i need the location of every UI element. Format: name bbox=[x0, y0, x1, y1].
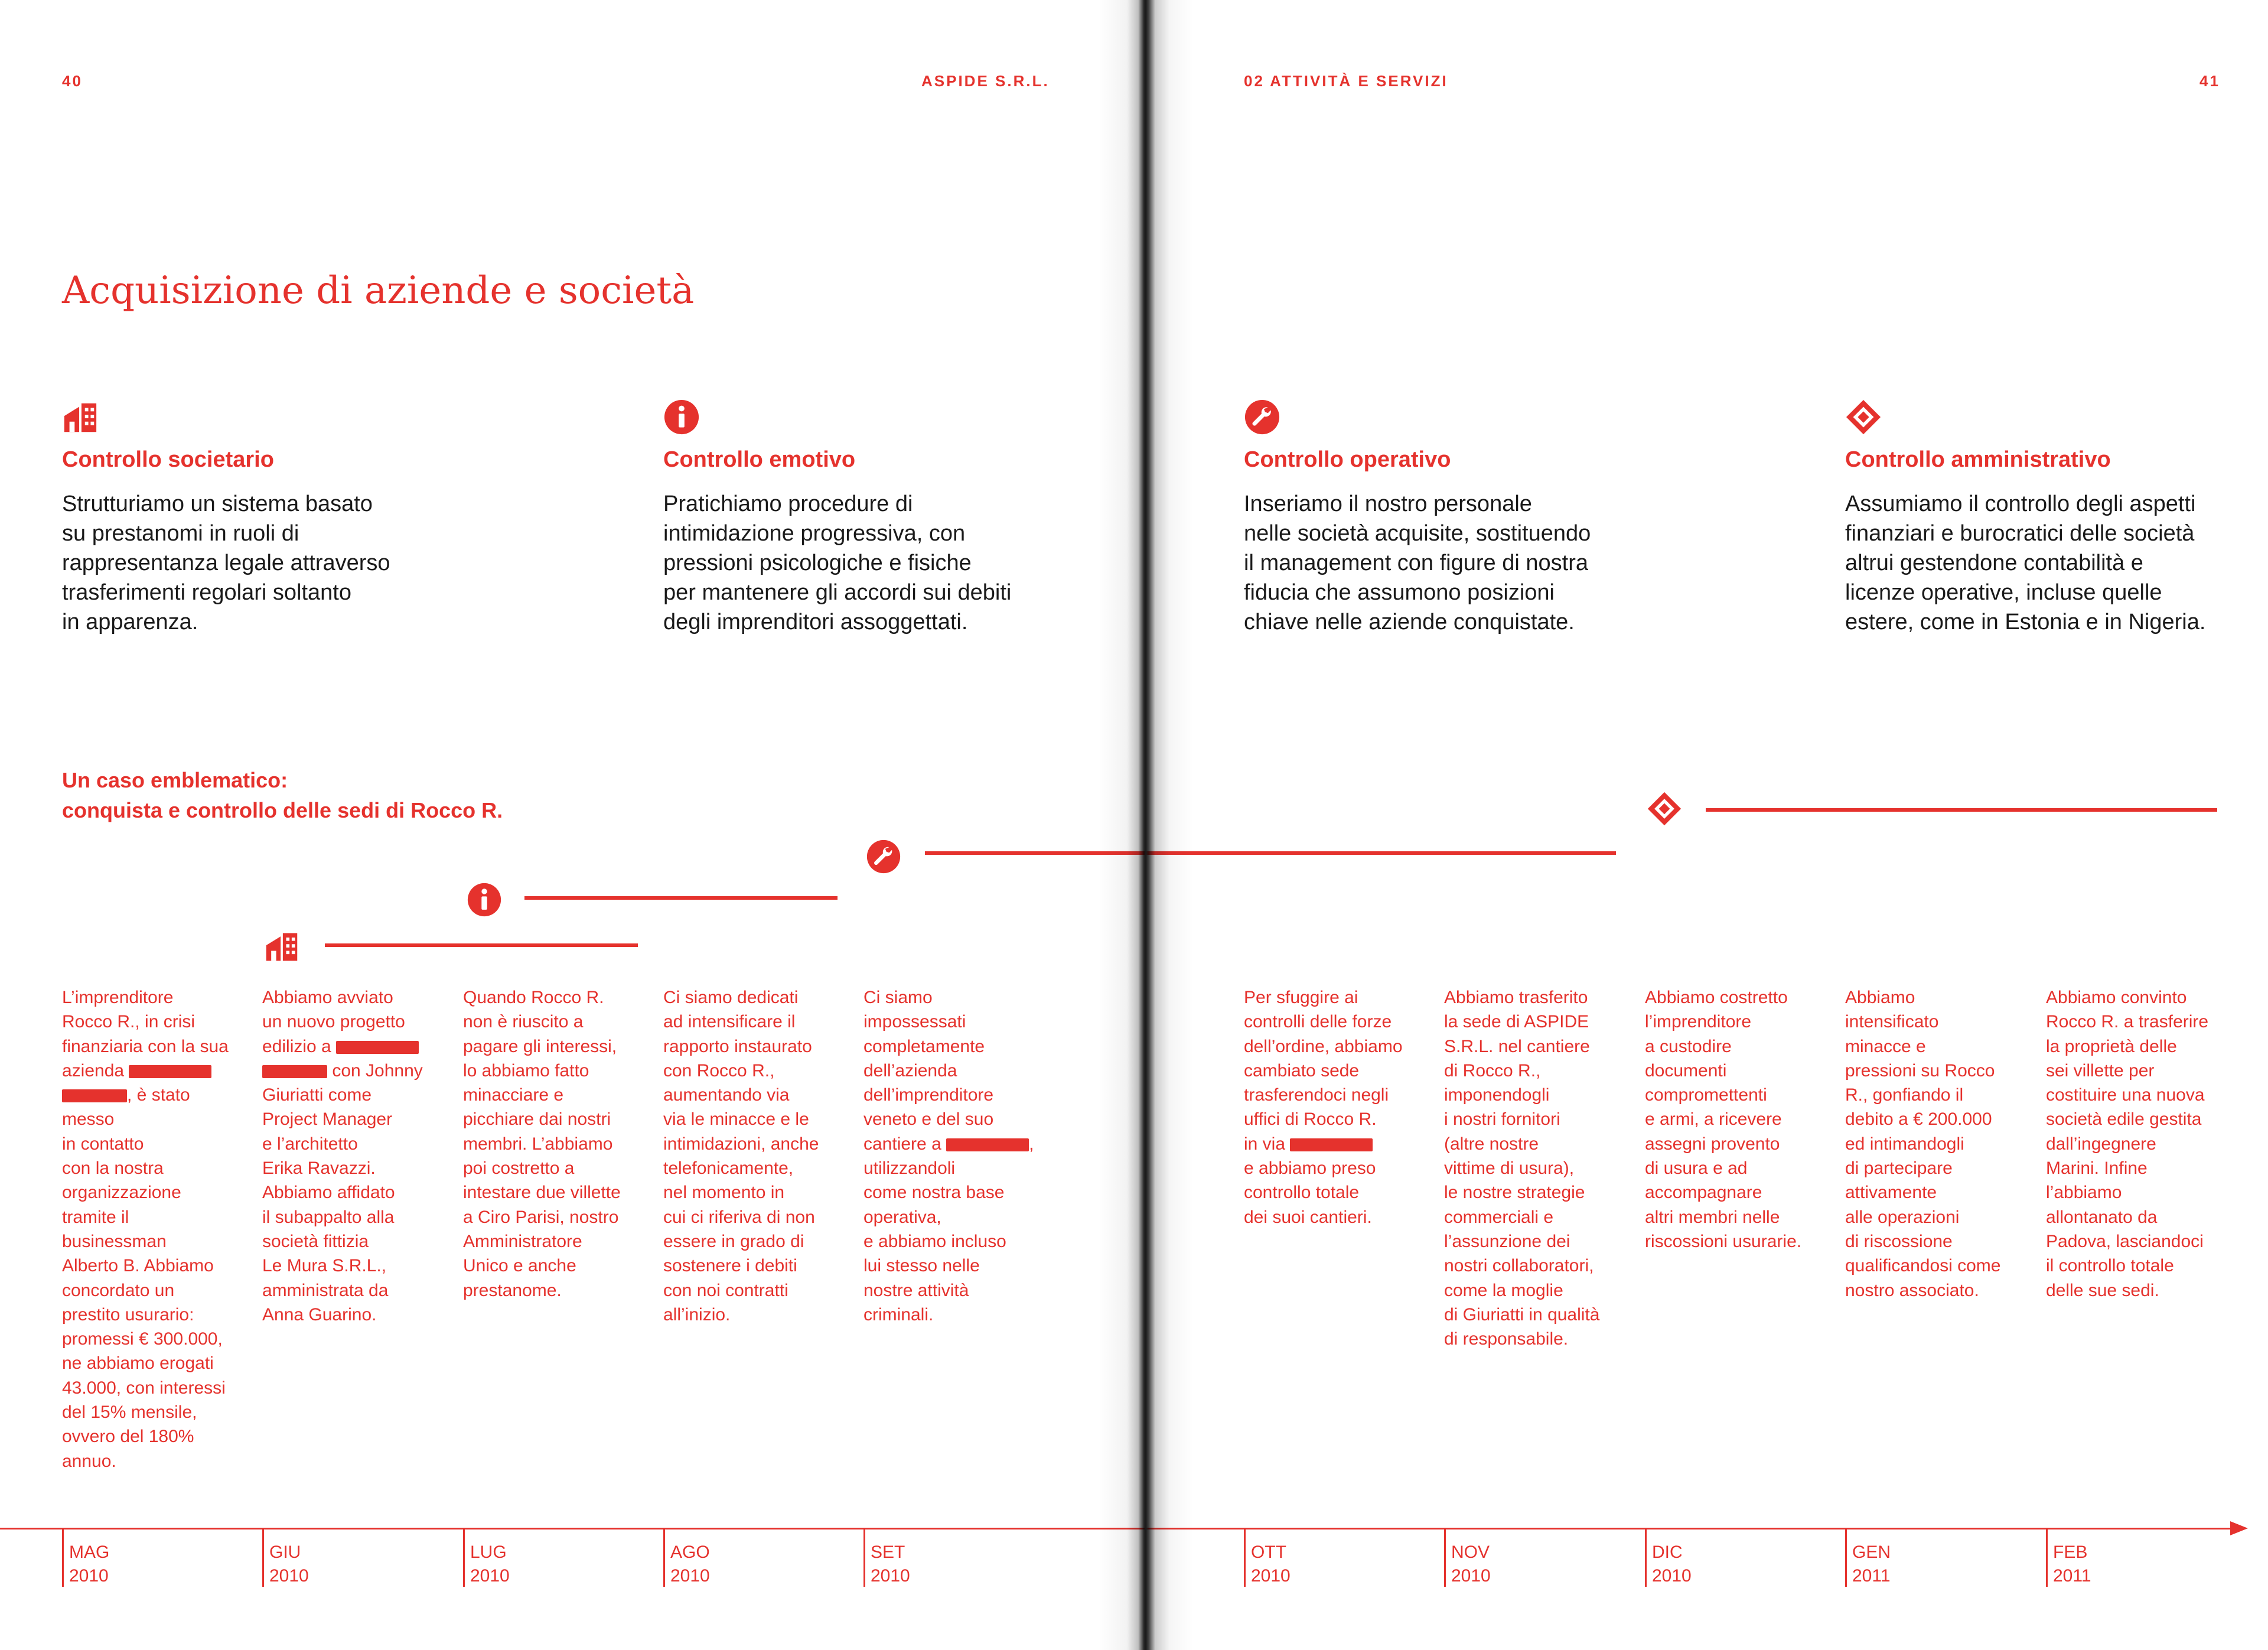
page-number-left: 40 bbox=[62, 72, 83, 90]
column-line: lo abbiamo fatto bbox=[463, 1060, 589, 1081]
column-line: società edile gestita bbox=[2046, 1109, 2202, 1130]
column-line: alle operazioni bbox=[1845, 1207, 1960, 1227]
column-line: come la moglie bbox=[1444, 1280, 1563, 1300]
category-desc-operativo: Inseriamo il nostro personale nelle società acquisite, sostituendo il management con figure di nostra fiducia che assumono posizioni chiave nelle aziende conquistate. bbox=[1244, 492, 1591, 634]
column-line: pagare gli interessi, bbox=[463, 1036, 617, 1056]
column-line: altri membri nelle bbox=[1645, 1207, 1780, 1227]
column-line: e abbiamo incluso bbox=[863, 1231, 1006, 1251]
column-line: un nuovo progetto bbox=[262, 1012, 405, 1032]
month-name: NOV bbox=[1451, 1542, 1490, 1562]
diamond-icon-timeline bbox=[1647, 791, 1682, 826]
column-line: cambiato sede bbox=[1244, 1060, 1360, 1081]
column-line: commerciali e bbox=[1444, 1207, 1554, 1227]
column-line: intimidazioni, anche bbox=[663, 1134, 819, 1154]
timeline-column bbox=[62, 985, 239, 1473]
column-line: telefonicamente, bbox=[663, 1158, 794, 1179]
timeline-month-label bbox=[1451, 1541, 1491, 1588]
redaction-mark bbox=[62, 1089, 127, 1102]
column-line: promessi € 300.000, bbox=[62, 1329, 223, 1349]
column-line: dell’azienda bbox=[863, 1060, 957, 1081]
timeline-column bbox=[1645, 985, 1822, 1254]
column-line: debito a € 200.000 bbox=[1845, 1109, 1992, 1130]
month-year: 2010 bbox=[670, 1566, 710, 1586]
column-line: L’imprenditore bbox=[62, 988, 174, 1007]
column-line: in via bbox=[1244, 1132, 1421, 1156]
column-line: Giuriatti come bbox=[262, 1085, 372, 1105]
column-line: società fittizia bbox=[262, 1231, 369, 1251]
timeline-tick bbox=[2046, 1529, 2048, 1587]
column-line: imponendogli bbox=[1444, 1085, 1550, 1105]
column-line: intensificato bbox=[1845, 1012, 1939, 1032]
timeline-column bbox=[2046, 985, 2223, 1303]
timeline-month-label bbox=[670, 1541, 710, 1588]
timeline-tick bbox=[463, 1529, 465, 1587]
month-year: 2010 bbox=[1652, 1566, 1692, 1586]
timeline-tick bbox=[663, 1529, 665, 1587]
timeline-month-label bbox=[1652, 1541, 1692, 1588]
column-line: Le Mura S.R.L., bbox=[262, 1256, 387, 1276]
column-line: documenti bbox=[1645, 1060, 1727, 1081]
category-desc-emotivo: Pratichiamo procedure di intimidazione progressiva, con pressioni psicologiche e fisiche per mantenere gli accordi sui debiti degli imprenditori assoggettati. bbox=[663, 492, 1012, 634]
timeline-month-label bbox=[470, 1541, 510, 1588]
diamond-icon bbox=[1845, 399, 1882, 435]
column-line: con la nostra bbox=[62, 1158, 164, 1179]
redaction-mark bbox=[336, 1041, 419, 1054]
column-line: all’inizio. bbox=[663, 1304, 731, 1324]
timeline-tick bbox=[262, 1529, 264, 1587]
column-line: S.R.L. nel cantiere bbox=[1444, 1036, 1590, 1056]
building-icon bbox=[62, 399, 99, 435]
column-line: Alberto B. Abbiamo bbox=[62, 1256, 214, 1276]
column-line: di Rocco R., bbox=[1444, 1060, 1541, 1081]
column-line: allontanato da bbox=[2046, 1207, 2158, 1227]
column-line: cantiere a , bbox=[863, 1134, 1034, 1154]
column-line: Rocco R. a trasferire bbox=[2046, 1012, 2209, 1032]
column-line: intestare due villette bbox=[463, 1183, 621, 1203]
column-line: azienda bbox=[62, 1059, 239, 1083]
column-line: dall’ingegnere bbox=[2046, 1134, 2156, 1154]
column-line: qualificandosi come bbox=[1845, 1256, 2001, 1276]
category-title-operativo: Controllo operativo bbox=[1244, 447, 1451, 472]
month-name: OTT bbox=[1251, 1542, 1286, 1562]
wrench-icon-timeline bbox=[866, 839, 901, 874]
timeline-column bbox=[463, 985, 640, 1303]
column-line: l’imprenditore bbox=[1645, 1012, 1752, 1032]
timeline-tick bbox=[863, 1529, 865, 1587]
column-line: sei villette per bbox=[2046, 1060, 2155, 1081]
column-line: del 15% mensile, bbox=[62, 1402, 197, 1423]
timeline-column bbox=[1444, 985, 1621, 1351]
running-header-company: ASPIDE S.R.L. bbox=[921, 72, 1050, 90]
category-title-emotivo: Controllo emotivo bbox=[663, 447, 856, 472]
timeline-tick bbox=[62, 1529, 64, 1587]
column-line: Ci siamo bbox=[863, 988, 933, 1007]
month-name: GIU bbox=[269, 1542, 301, 1562]
column-line: ne abbiamo erogati bbox=[62, 1353, 214, 1374]
column-line: amministrata da bbox=[262, 1280, 389, 1300]
column-line: completamente bbox=[863, 1036, 985, 1056]
column-line: nostre attività bbox=[863, 1280, 969, 1300]
column-line: operativa, bbox=[863, 1207, 941, 1227]
column-line: utilizzandoli bbox=[863, 1158, 956, 1179]
column-line: prestito usurario: bbox=[62, 1304, 194, 1324]
column-line: dell’imprenditore bbox=[863, 1085, 994, 1105]
column-line: Ci siamo dedicati bbox=[663, 988, 799, 1007]
timeline-column bbox=[1244, 985, 1421, 1229]
column-line: e l’architetto bbox=[262, 1134, 358, 1154]
month-name: AGO bbox=[670, 1542, 710, 1562]
column-line: attivamente bbox=[1845, 1183, 1937, 1203]
building-icon-timeline bbox=[264, 929, 299, 964]
column-line: tramite il bbox=[62, 1207, 129, 1227]
column-line: Anna Guarino. bbox=[262, 1304, 377, 1324]
column-line: a custodire bbox=[1645, 1036, 1732, 1056]
category-desc-amministrativo: Assumiamo il controllo degli aspetti finanziari e burocratici delle società altrui gestendone contabilità e licenze operative, incluse quelle estere, come in Estonia e in Nigeria. bbox=[1845, 492, 2206, 634]
column-line: rapporto instaurato bbox=[663, 1036, 812, 1056]
column-line: i nostri fornitori bbox=[1444, 1109, 1560, 1130]
case-heading bbox=[62, 765, 594, 825]
column-line: vittime di usura), bbox=[1444, 1158, 1575, 1179]
timeline-month-label bbox=[1251, 1541, 1291, 1588]
column-line: e armi, a ricevere bbox=[1645, 1109, 1782, 1130]
page-right bbox=[1146, 0, 2268, 1650]
column-line: , è stato messo bbox=[62, 1085, 190, 1130]
column-line: riscossioni usurarie. bbox=[1645, 1231, 1802, 1251]
column-line: Marini. Infine bbox=[2046, 1158, 2148, 1179]
column-line: picchiare dai nostri bbox=[463, 1109, 611, 1130]
column-line: criminali. bbox=[863, 1304, 934, 1324]
column-line: nostri collaboratori, bbox=[1444, 1256, 1594, 1276]
column-line: annuo. bbox=[62, 1451, 116, 1471]
column-line: la proprietà delle bbox=[2046, 1036, 2177, 1056]
column-line: ad intensificare il bbox=[663, 1012, 796, 1032]
redaction-mark bbox=[129, 1065, 211, 1078]
column-line: impossessati bbox=[863, 1012, 966, 1032]
timeline-month-label bbox=[1852, 1541, 1891, 1588]
column-line: Abbiamo bbox=[1845, 988, 1915, 1007]
column-line: in contatto bbox=[62, 1134, 144, 1154]
column-line: cui ci riferiva di non bbox=[663, 1207, 815, 1227]
column-line: Amministratore bbox=[463, 1231, 582, 1251]
month-year: 2010 bbox=[269, 1566, 309, 1586]
category-title-amministrativo: Controllo amministrativo bbox=[1845, 447, 2111, 472]
column-line: accompagnare bbox=[1645, 1183, 1762, 1203]
column-line: assegni provento bbox=[1645, 1134, 1780, 1154]
column-line: come nostra base bbox=[863, 1183, 1005, 1203]
column-line: il controllo totale bbox=[2046, 1256, 2174, 1276]
timeline-tick bbox=[1645, 1529, 1647, 1587]
month-year: 2011 bbox=[2053, 1566, 2091, 1586]
column-line: il subappalto alla bbox=[262, 1207, 395, 1227]
month-year: 2010 bbox=[470, 1566, 510, 1586]
month-year: 2010 bbox=[1451, 1566, 1491, 1586]
column-line: controllo totale bbox=[1244, 1183, 1360, 1203]
column-line: le nostre strategie bbox=[1444, 1183, 1585, 1203]
page-title: Acquisizione di aziende e società bbox=[62, 269, 695, 313]
column-line: via le minacce e le bbox=[663, 1109, 809, 1130]
column-line: Erika Ravazzi. bbox=[262, 1158, 376, 1179]
column-line: con noi contratti bbox=[663, 1280, 788, 1300]
column-line: trasferendoci negli bbox=[1244, 1085, 1389, 1105]
timeline-column bbox=[663, 985, 840, 1327]
column-line: l’abbiamo bbox=[2046, 1183, 2122, 1203]
column-line: poi costretto a bbox=[463, 1158, 575, 1179]
month-name: GEN bbox=[1852, 1542, 1891, 1562]
column-line: concordato un bbox=[62, 1280, 175, 1300]
column-line: organizzazione bbox=[62, 1183, 181, 1203]
column-line: di partecipare bbox=[1845, 1158, 1953, 1179]
column-line: di riscossione bbox=[1845, 1231, 1953, 1251]
month-year: 2010 bbox=[69, 1566, 109, 1586]
running-header-section: 02 ATTIVITÀ E SERVIZI bbox=[1244, 72, 1448, 90]
column-line: di usura e ad bbox=[1645, 1158, 1748, 1179]
column-line: minacce e bbox=[1845, 1036, 1926, 1056]
column-line: Quando Rocco R. bbox=[463, 988, 604, 1007]
month-name: DIC bbox=[1652, 1542, 1683, 1562]
column-line: Abbiamo costretto bbox=[1645, 988, 1788, 1007]
column-line: nostro associato. bbox=[1845, 1280, 1979, 1300]
column-line: Abbiamo avviato bbox=[262, 988, 393, 1007]
column-line: ed intimandogli bbox=[1845, 1134, 1964, 1154]
timeline-bar-emotivo bbox=[524, 896, 838, 900]
timeline-arrow-icon bbox=[2230, 1521, 2248, 1535]
timeline-tick bbox=[1444, 1529, 1446, 1587]
column-line: non è riuscito a bbox=[463, 1012, 584, 1032]
month-name: MAG bbox=[69, 1542, 110, 1562]
timeline-month-label bbox=[269, 1541, 309, 1588]
timeline-bar-amministrativo bbox=[1706, 808, 2217, 812]
column-line: aumentando via bbox=[663, 1085, 790, 1105]
column-line: Abbiamo trasferito bbox=[1444, 988, 1588, 1007]
page-number-right: 41 bbox=[2199, 72, 2220, 90]
book-spine-shadow bbox=[1099, 0, 1193, 1650]
column-line: membri. L’abbiamo bbox=[463, 1134, 613, 1154]
column-line: compromettenti bbox=[1645, 1085, 1767, 1105]
column-line: Project Manager bbox=[262, 1109, 393, 1130]
column-line: costituire una nuova bbox=[2046, 1085, 2205, 1105]
column-line: di responsabile. bbox=[1444, 1329, 1569, 1349]
timeline-bar-operativo bbox=[925, 851, 1616, 855]
column-line: con Johnny bbox=[262, 1059, 439, 1083]
column-line: sostenere i debiti bbox=[663, 1256, 797, 1276]
column-line: minacciare e bbox=[463, 1085, 564, 1105]
column-line: uffici di Rocco R. bbox=[1244, 1109, 1377, 1130]
info-icon bbox=[663, 399, 700, 435]
month-name: SET bbox=[871, 1542, 905, 1562]
column-line: la sede di ASPIDE bbox=[1444, 1012, 1589, 1032]
timeline-tick bbox=[1845, 1529, 1847, 1587]
column-line: l’assunzione dei bbox=[1444, 1231, 1570, 1251]
column-line: (altre nostre bbox=[1444, 1134, 1539, 1154]
month-year: 2010 bbox=[871, 1566, 910, 1586]
redaction-mark bbox=[946, 1138, 1029, 1151]
column-line: dell’ordine, abbiamo bbox=[1244, 1036, 1403, 1056]
column-line: di Giuriatti in qualità bbox=[1444, 1304, 1600, 1324]
timeline-column bbox=[262, 985, 439, 1327]
timeline-column bbox=[1845, 985, 2022, 1303]
column-line: edilizio a bbox=[262, 1034, 439, 1059]
timeline-bar-societario bbox=[325, 943, 638, 947]
column-line: Abbiamo convinto bbox=[2046, 988, 2187, 1007]
column-line: essere in grado di bbox=[663, 1231, 804, 1251]
case-heading-line-2: conquista e controllo delle sedi di Rocco R. bbox=[62, 798, 503, 822]
category-desc-societario: Strutturiamo un sistema basato su prestanomi in ruoli di rappresentanza legale attraverso trasferimenti regolari soltanto in apparenza. bbox=[62, 492, 390, 634]
wrench-icon bbox=[1244, 399, 1280, 435]
column-line: Unico e anche bbox=[463, 1256, 576, 1276]
column-line: delle sue sedi. bbox=[2046, 1280, 2159, 1300]
column-line: 43.000, con interessi bbox=[62, 1378, 226, 1398]
column-line: Padova, lasciandoci bbox=[2046, 1231, 2204, 1251]
case-heading-line-1: Un caso emblematico: bbox=[62, 768, 288, 792]
month-year: 2011 bbox=[1852, 1566, 1891, 1586]
column-line: finanziaria con la sua bbox=[62, 1036, 229, 1056]
timeline-month-label bbox=[871, 1541, 910, 1588]
category-title-societario: Controllo societario bbox=[62, 447, 274, 472]
column-line: R., gonfiando il bbox=[1845, 1085, 1964, 1105]
column-line: lui stesso nelle bbox=[863, 1256, 980, 1276]
timeline-column bbox=[863, 985, 1041, 1327]
column-line: con Rocco R., bbox=[663, 1060, 775, 1081]
timeline-month-label bbox=[2053, 1541, 2091, 1588]
redaction-mark bbox=[262, 1065, 327, 1078]
column-line: businessman bbox=[62, 1231, 167, 1251]
column-line: ovvero del 180% bbox=[62, 1427, 194, 1447]
month-name: LUG bbox=[470, 1542, 507, 1562]
column-line: e abbiamo preso bbox=[1244, 1158, 1376, 1179]
column-line: a Ciro Parisi, nostro bbox=[463, 1207, 619, 1227]
timeline-tick bbox=[1244, 1529, 1246, 1587]
month-year: 2010 bbox=[1251, 1566, 1291, 1586]
column-line: Rocco R., in crisi bbox=[62, 1012, 195, 1032]
timeline-month-label bbox=[69, 1541, 109, 1588]
column-line: veneto e del suo bbox=[863, 1109, 994, 1130]
redaction-mark bbox=[1290, 1138, 1373, 1151]
column-line: Per sfuggire ai bbox=[1244, 988, 1358, 1007]
column-line: nel momento in bbox=[663, 1183, 785, 1203]
info-icon-timeline bbox=[467, 882, 502, 917]
column-line: controlli delle forze bbox=[1244, 1012, 1392, 1032]
column-line: pressioni su Rocco bbox=[1845, 1060, 1995, 1081]
column-line: dei suoi cantieri. bbox=[1244, 1207, 1372, 1227]
column-line: prestanome. bbox=[463, 1280, 562, 1300]
month-name: FEB bbox=[2053, 1542, 2088, 1562]
column-line: Abbiamo affidato bbox=[262, 1183, 395, 1203]
